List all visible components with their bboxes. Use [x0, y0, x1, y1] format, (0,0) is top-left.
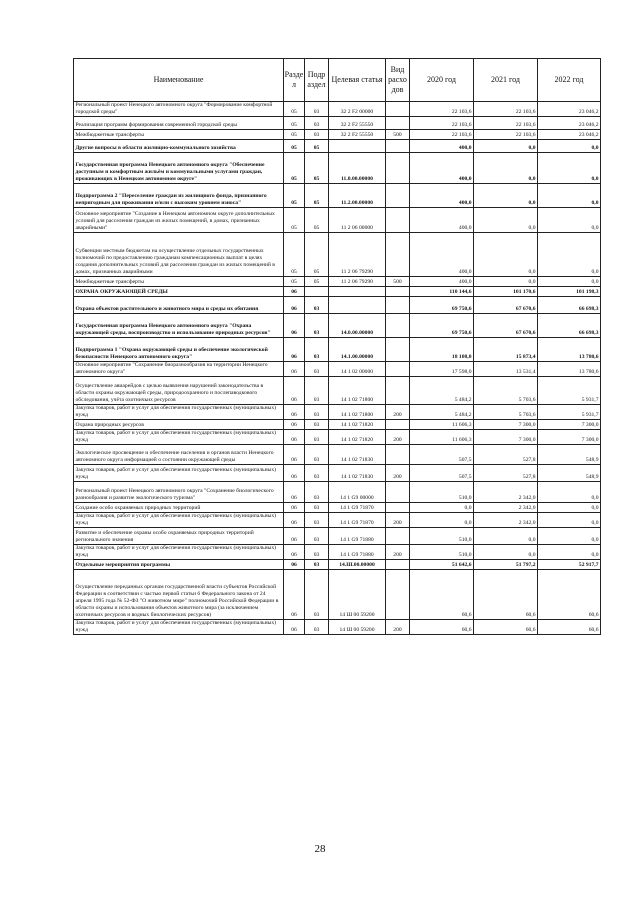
- row-section-cell: 06: [284, 620, 305, 635]
- row-2021-cell: 2 342,0: [474, 513, 538, 528]
- table-row: [74, 140, 601, 153]
- col-header-section: Разде л: [284, 59, 305, 102]
- row-2020-cell: 110 144,6: [410, 287, 474, 297]
- row-2021-cell: 22 103,6: [474, 130, 538, 140]
- table-row: [74, 233, 601, 277]
- row-name-cell: Подпрограмма 1 "Охрана окружающей среды и обеспечение экологической безопасности Ненецкого автономного округа": [74, 338, 284, 362]
- row-subsection-cell: 03: [305, 560, 329, 570]
- row-subsection-cell: 05: [305, 208, 329, 233]
- table-row: [74, 277, 601, 287]
- row-target-cell: 14 1 G9 71880: [329, 528, 386, 545]
- row-expense-type-cell: 200: [386, 465, 410, 482]
- row-2020-cell: 5 484,2: [410, 405, 474, 420]
- row-2022-cell: 101 198,3: [538, 287, 601, 297]
- row-expense-type-cell: [386, 338, 410, 362]
- row-subsection-cell: 03: [305, 338, 329, 362]
- row-2022-cell: 23 046,2: [538, 102, 601, 117]
- row-name-cell: Государственная программа Ненецкого автономного округа "Обеспечение доступным и комфортным жильём и коммунальными услугами граждан, проживающих в Ненецком автономном округе": [74, 153, 284, 184]
- table-row: [74, 208, 601, 233]
- row-2020-cell: 69 750,6: [410, 314, 474, 338]
- row-2021-cell: 5 703,6: [474, 377, 538, 405]
- row-2021-cell: 2 342,0: [474, 482, 538, 503]
- row-2022-cell: 0,0: [538, 153, 601, 184]
- row-target-cell: 11 2 06 79290: [329, 277, 386, 287]
- row-2022-cell: 0,0: [538, 184, 601, 208]
- row-2021-cell: 0,0: [474, 153, 538, 184]
- row-section-cell: 06: [284, 420, 305, 430]
- row-2020-cell: 22 103,6: [410, 102, 474, 117]
- row-2022-cell: 7 300,0: [538, 430, 601, 445]
- row-2022-cell: 60,6: [538, 620, 601, 635]
- row-2020-cell: 22 103,6: [410, 117, 474, 130]
- table-row: [74, 545, 601, 560]
- row-name-cell: Охрана природных ресурсов: [74, 420, 284, 430]
- row-2022-cell: 5 931,7: [538, 405, 601, 420]
- row-name-cell: Государственная программа Ненецкого автономного округа "Охрана окружающей среды, воспроизводство и использование природных ресурсов": [74, 314, 284, 338]
- row-subsection-cell: 03: [305, 430, 329, 445]
- row-target-cell: 32 2 F2 00000: [329, 102, 386, 117]
- row-2020-cell: 51 642,6: [410, 560, 474, 570]
- row-expense-type-cell: 200: [386, 513, 410, 528]
- row-section-cell: 06: [284, 482, 305, 503]
- row-subsection-cell: 03: [305, 314, 329, 338]
- page-number: 28: [314, 843, 326, 855]
- budget-table: [73, 58, 601, 635]
- row-target-cell: 14 1 02 71800: [329, 377, 386, 405]
- row-2020-cell: 11 606,3: [410, 420, 474, 430]
- row-2022-cell: 13 780,6: [538, 362, 601, 377]
- row-subsection-cell: 03: [305, 482, 329, 503]
- table-row: [74, 560, 601, 570]
- row-target-cell: 14 Ш 00 59200: [329, 570, 386, 620]
- row-2020-cell: 400,0: [410, 277, 474, 287]
- row-expense-type-cell: [386, 528, 410, 545]
- row-2021-cell: 527,8: [474, 465, 538, 482]
- row-expense-type-cell: [386, 153, 410, 184]
- table-row: [74, 513, 601, 528]
- row-section-cell: 06: [284, 338, 305, 362]
- row-section-cell: 06: [284, 405, 305, 420]
- row-2021-cell: 101 170,6: [474, 287, 538, 297]
- row-2022-cell: 0,0: [538, 528, 601, 545]
- row-expense-type-cell: [386, 233, 410, 277]
- row-section-cell: 05: [284, 130, 305, 140]
- row-2021-cell: 0,0: [474, 528, 538, 545]
- row-section-cell: 06: [284, 362, 305, 377]
- row-name-cell: Региональный проект Ненецкого автономного округа "Формирование комфортной городской среды": [74, 102, 284, 117]
- row-2021-cell: 13 531,4: [474, 362, 538, 377]
- row-2022-cell: 0,0: [538, 208, 601, 233]
- row-target-cell: 14 1 02 71800: [329, 405, 386, 420]
- row-name-cell: Реализация программ формирования современной городской среды: [74, 117, 284, 130]
- row-target-cell: [329, 287, 386, 297]
- row-2021-cell: 67 670,6: [474, 314, 538, 338]
- row-section-cell: 06: [284, 545, 305, 560]
- table-row: [74, 445, 601, 465]
- row-target-cell: 14 1 02 71820: [329, 430, 386, 445]
- row-target-cell: 14 1 G9 71880: [329, 545, 386, 560]
- row-section-cell: 05: [284, 117, 305, 130]
- row-target-cell: 14.Ш.00.00000: [329, 560, 386, 570]
- row-target-cell: 14 Ш 00 59200: [329, 620, 386, 635]
- row-2020-cell: 22 103,6: [410, 130, 474, 140]
- row-name-cell: Отдельные мероприятия программы: [74, 560, 284, 570]
- row-2021-cell: 0,0: [474, 545, 538, 560]
- row-2022-cell: 7 300,0: [538, 420, 601, 430]
- row-name-cell: Основное мероприятие "Создание в Ненецком автономном округе дополнительных условий для расселения граждан из жилых помещений, в домах, признанных аварийными": [74, 208, 284, 233]
- row-2022-cell: 0,0: [538, 503, 601, 513]
- row-subsection-cell: 03: [305, 528, 329, 545]
- row-name-cell: Закупка товаров, работ и услуг для обеспечения государственных (муниципальных) нужд: [74, 405, 284, 420]
- row-section-cell: 05: [284, 233, 305, 277]
- row-expense-type-cell: [386, 362, 410, 377]
- row-2022-cell: 548,9: [538, 445, 601, 465]
- row-expense-type-cell: [386, 314, 410, 338]
- row-2020-cell: 507,5: [410, 465, 474, 482]
- row-section-cell: 05: [284, 277, 305, 287]
- col-header-2021: 2021 год: [474, 59, 538, 102]
- table-row: [74, 528, 601, 545]
- col-header-name: Наименование: [74, 59, 284, 102]
- table-row: [74, 297, 601, 314]
- row-2022-cell: 0,0: [538, 233, 601, 277]
- row-expense-type-cell: [386, 560, 410, 570]
- table-row: [74, 503, 601, 513]
- table-row: [74, 338, 601, 362]
- row-expense-type-cell: 200: [386, 405, 410, 420]
- row-2020-cell: 18 108,0: [410, 338, 474, 362]
- table-row: [74, 287, 601, 297]
- row-expense-type-cell: 500: [386, 277, 410, 287]
- table-row: [74, 102, 601, 117]
- row-section-cell: 05: [284, 102, 305, 117]
- row-target-cell: 11 2 06 79290: [329, 233, 386, 277]
- row-section-cell: 06: [284, 430, 305, 445]
- row-name-cell: Экологическое просвещение и обеспечение населения и органов власти Ненецкого автономного округа информацией о состоянии окружающей среды: [74, 445, 284, 465]
- row-section-cell: 05: [284, 153, 305, 184]
- row-name-cell: Закупка товаров, работ и услуг для обеспечения государственных (муниципальных) нужд: [74, 430, 284, 445]
- col-header-target: Целевая статья: [329, 59, 386, 102]
- row-name-cell: Другие вопросы в области жилищно-коммунального хозяйства: [74, 140, 284, 153]
- row-target-cell: 32 2 F2 55550: [329, 130, 386, 140]
- row-expense-type-cell: [386, 208, 410, 233]
- row-target-cell: 14 1 02 00000: [329, 362, 386, 377]
- row-target-cell: 11.0.00.00000: [329, 153, 386, 184]
- row-target-cell: 14 1 G9 00000: [329, 482, 386, 503]
- row-expense-type-cell: 200: [386, 620, 410, 635]
- row-2020-cell: 400,0: [410, 184, 474, 208]
- row-section-cell: 06: [284, 528, 305, 545]
- row-section-cell: 06: [284, 560, 305, 570]
- row-expense-type-cell: [386, 570, 410, 620]
- row-2021-cell: 527,8: [474, 445, 538, 465]
- row-2022-cell: 66 698,3: [538, 297, 601, 314]
- row-2020-cell: 60,6: [410, 620, 474, 635]
- row-expense-type-cell: [386, 184, 410, 208]
- row-subsection-cell: 05: [305, 233, 329, 277]
- row-name-cell: Осуществление переданных органам государственной власти субъектов Российской Федерации в соответствии с частью первой статьи 6 Федерального закона от 24 апреля 1995 года № 52-ФЗ "О животном мире" полномочий Российской Федерации в области охраны и использования объектов животного мира (за исключением охотничьих ресурсов и водных биологических ресурсов): [74, 570, 284, 620]
- row-section-cell: 05: [284, 208, 305, 233]
- row-2020-cell: 400,0: [410, 233, 474, 277]
- row-2021-cell: 51 797,2: [474, 560, 538, 570]
- row-name-cell: Закупка товаров, работ и услуг для обеспечения государственных (муниципальных) нужд: [74, 545, 284, 560]
- row-target-cell: 14 1 02 71830: [329, 465, 386, 482]
- row-2021-cell: 2 342,0: [474, 503, 538, 513]
- row-2022-cell: 0,0: [538, 545, 601, 560]
- row-2020-cell: 5 484,2: [410, 377, 474, 405]
- row-2022-cell: 66 698,3: [538, 314, 601, 338]
- row-name-cell: Развитие и обеспечение охраны особо охраняемых природных территорий регионального значения: [74, 528, 284, 545]
- row-2021-cell: 7 300,0: [474, 420, 538, 430]
- col-header-expense-type: Вид расхо дов: [386, 59, 410, 102]
- table-row: [74, 314, 601, 338]
- row-2021-cell: 0,0: [474, 277, 538, 287]
- row-target-cell: 14.0.00.00000: [329, 314, 386, 338]
- row-section-cell: 06: [284, 570, 305, 620]
- row-expense-type-cell: 200: [386, 545, 410, 560]
- row-2021-cell: 22 103,6: [474, 102, 538, 117]
- row-subsection-cell: 03: [305, 117, 329, 130]
- row-name-cell: ОХРАНА ОКРУЖАЮЩЕЙ СРЕДЫ: [74, 287, 284, 297]
- row-subsection-cell: 03: [305, 445, 329, 465]
- row-2020-cell: 400,0: [410, 153, 474, 184]
- row-2020-cell: 507,5: [410, 445, 474, 465]
- row-subsection-cell: 03: [305, 405, 329, 420]
- row-section-cell: 06: [284, 445, 305, 465]
- row-2021-cell: 15 873,4: [474, 338, 538, 362]
- row-section-cell: 06: [284, 465, 305, 482]
- row-name-cell: Закупка товаров, работ и услуг для обеспечения государственных (муниципальных) нужд: [74, 513, 284, 528]
- row-target-cell: 14 1 G9 71870: [329, 503, 386, 513]
- row-section-cell: 06: [284, 287, 305, 297]
- row-2020-cell: 400,0: [410, 140, 474, 153]
- row-2020-cell: 0,0: [410, 503, 474, 513]
- row-target-cell: 14 1 02 71820: [329, 420, 386, 430]
- row-name-cell: Региональный проект Ненецкого автономного округа "Сохранение биологического разнообразия и развитие экологического туризма": [74, 482, 284, 503]
- row-name-cell: Субвенции местным бюджетам на осуществление отдельных государственных полномочий по предоставлению гражданам компенсационных выплат в целях создания дополнительных условий для расселения граждан из жилых помещений в домах, признанных аварийными: [74, 233, 284, 277]
- row-subsection-cell: 03: [305, 297, 329, 314]
- row-2022-cell: 0,0: [538, 513, 601, 528]
- row-target-cell: [329, 140, 386, 153]
- row-target-cell: 14.1.00.00000: [329, 338, 386, 362]
- row-expense-type-cell: [386, 377, 410, 405]
- row-expense-type-cell: 200: [386, 430, 410, 445]
- row-expense-type-cell: [386, 420, 410, 430]
- row-name-cell: Подпрограмма 2 "Переселение граждан из жилищного фонда, признанного непригодным для проживания и/или с высоким уровнем износа": [74, 184, 284, 208]
- row-section-cell: 06: [284, 297, 305, 314]
- row-2022-cell: 60,6: [538, 570, 601, 620]
- row-subsection-cell: 03: [305, 545, 329, 560]
- table-row: [74, 153, 601, 184]
- row-2020-cell: 510,0: [410, 545, 474, 560]
- row-target-cell: 32 2 F2 55550: [329, 117, 386, 130]
- table-body: [74, 102, 601, 635]
- row-2022-cell: 5 931,7: [538, 377, 601, 405]
- row-2020-cell: 510,0: [410, 528, 474, 545]
- row-section-cell: 06: [284, 503, 305, 513]
- row-2020-cell: 0,0: [410, 513, 474, 528]
- row-2022-cell: 13 780,6: [538, 338, 601, 362]
- row-subsection-cell: 05: [305, 140, 329, 153]
- row-expense-type-cell: [386, 503, 410, 513]
- row-section-cell: 06: [284, 513, 305, 528]
- row-expense-type-cell: [386, 445, 410, 465]
- row-expense-type-cell: 500: [386, 130, 410, 140]
- row-subsection-cell: 03: [305, 377, 329, 405]
- row-subsection-cell: 05: [305, 153, 329, 184]
- row-2021-cell: 60,6: [474, 570, 538, 620]
- row-expense-type-cell: [386, 287, 410, 297]
- row-name-cell: Межбюджетные трансферты: [74, 130, 284, 140]
- row-2020-cell: 17 598,0: [410, 362, 474, 377]
- row-2021-cell: 0,0: [474, 233, 538, 277]
- row-2021-cell: 0,0: [474, 184, 538, 208]
- row-target-cell: 11 2 06 00000: [329, 208, 386, 233]
- row-2021-cell: 22 103,6: [474, 117, 538, 130]
- row-2020-cell: 69 750,6: [410, 297, 474, 314]
- row-expense-type-cell: [386, 140, 410, 153]
- row-subsection-cell: 03: [305, 503, 329, 513]
- row-subsection-cell: 03: [305, 362, 329, 377]
- row-2022-cell: 52 917,7: [538, 560, 601, 570]
- row-name-cell: Межбюджетные трансферты: [74, 277, 284, 287]
- row-2020-cell: 11 606,3: [410, 430, 474, 445]
- table-row: [74, 377, 601, 405]
- row-2020-cell: 400,0: [410, 208, 474, 233]
- row-expense-type-cell: [386, 102, 410, 117]
- row-2022-cell: 0,0: [538, 277, 601, 287]
- row-2020-cell: 510,0: [410, 482, 474, 503]
- row-2021-cell: 5 703,6: [474, 405, 538, 420]
- row-section-cell: 06: [284, 314, 305, 338]
- row-2022-cell: 0,0: [538, 482, 601, 503]
- row-name-cell: Охрана объектов растительного и животного мира и среды их обитания: [74, 297, 284, 314]
- row-target-cell: 11.2.00.00000: [329, 184, 386, 208]
- table-row: [74, 465, 601, 482]
- row-section-cell: 05: [284, 184, 305, 208]
- row-name-cell: Осуществление авиарейдов с целью выявления нарушений законодательства в области охраны окружающей среды, природоохранного и послепаводкового обследования, учёта охотничьих ресурсов: [74, 377, 284, 405]
- row-2022-cell: 23 046,2: [538, 117, 601, 130]
- table-row: [74, 117, 601, 130]
- row-name-cell: Основное мероприятие "Сохранение биоразнообразия на территории Ненецкого автономного округа": [74, 362, 284, 377]
- row-2020-cell: 60,6: [410, 570, 474, 620]
- table-row: [74, 184, 601, 208]
- table-row: [74, 362, 601, 377]
- row-subsection-cell: 03: [305, 620, 329, 635]
- row-2021-cell: 60,6: [474, 620, 538, 635]
- row-subsection-cell: 05: [305, 277, 329, 287]
- row-subsection-cell: 03: [305, 570, 329, 620]
- row-2021-cell: 0,0: [474, 208, 538, 233]
- row-subsection-cell: 03: [305, 102, 329, 117]
- col-header-2020: 2020 год: [410, 59, 474, 102]
- table-row: [74, 620, 601, 635]
- row-target-cell: [329, 297, 386, 314]
- row-2021-cell: 0,0: [474, 140, 538, 153]
- row-section-cell: 06: [284, 377, 305, 405]
- col-header-2022: 2022 год: [538, 59, 601, 102]
- row-expense-type-cell: [386, 297, 410, 314]
- row-expense-type-cell: [386, 117, 410, 130]
- table-row: [74, 405, 601, 420]
- row-expense-type-cell: [386, 482, 410, 503]
- row-subsection-cell: 03: [305, 465, 329, 482]
- table-row: [74, 430, 601, 445]
- row-name-cell: Создание особо охраняемых природных территорий: [74, 503, 284, 513]
- row-2022-cell: 548,9: [538, 465, 601, 482]
- row-section-cell: 05: [284, 140, 305, 153]
- row-2022-cell: 0,0: [538, 140, 601, 153]
- row-target-cell: 14 1 02 71830: [329, 445, 386, 465]
- row-subsection-cell: 03: [305, 513, 329, 528]
- row-subsection-cell: 03: [305, 130, 329, 140]
- col-header-subsection: Подр аздел: [305, 59, 329, 102]
- row-2021-cell: 67 670,6: [474, 297, 538, 314]
- table-row: [74, 482, 601, 503]
- row-name-cell: Закупка товаров, работ и услуг для обеспечения государственных (муниципальных) нужд: [74, 620, 284, 635]
- row-subsection-cell: [305, 287, 329, 297]
- row-name-cell: Закупка товаров, работ и услуг для обеспечения государственных (муниципальных) нужд: [74, 465, 284, 482]
- row-2021-cell: 7 300,0: [474, 430, 538, 445]
- row-target-cell: 14 1 G9 71870: [329, 513, 386, 528]
- table-row: [74, 570, 601, 620]
- table-row: [74, 130, 601, 140]
- row-2022-cell: 23 046,2: [538, 130, 601, 140]
- table-row: [74, 420, 601, 430]
- row-subsection-cell: 03: [305, 420, 329, 430]
- row-subsection-cell: 05: [305, 184, 329, 208]
- table-header-row: [74, 59, 601, 102]
